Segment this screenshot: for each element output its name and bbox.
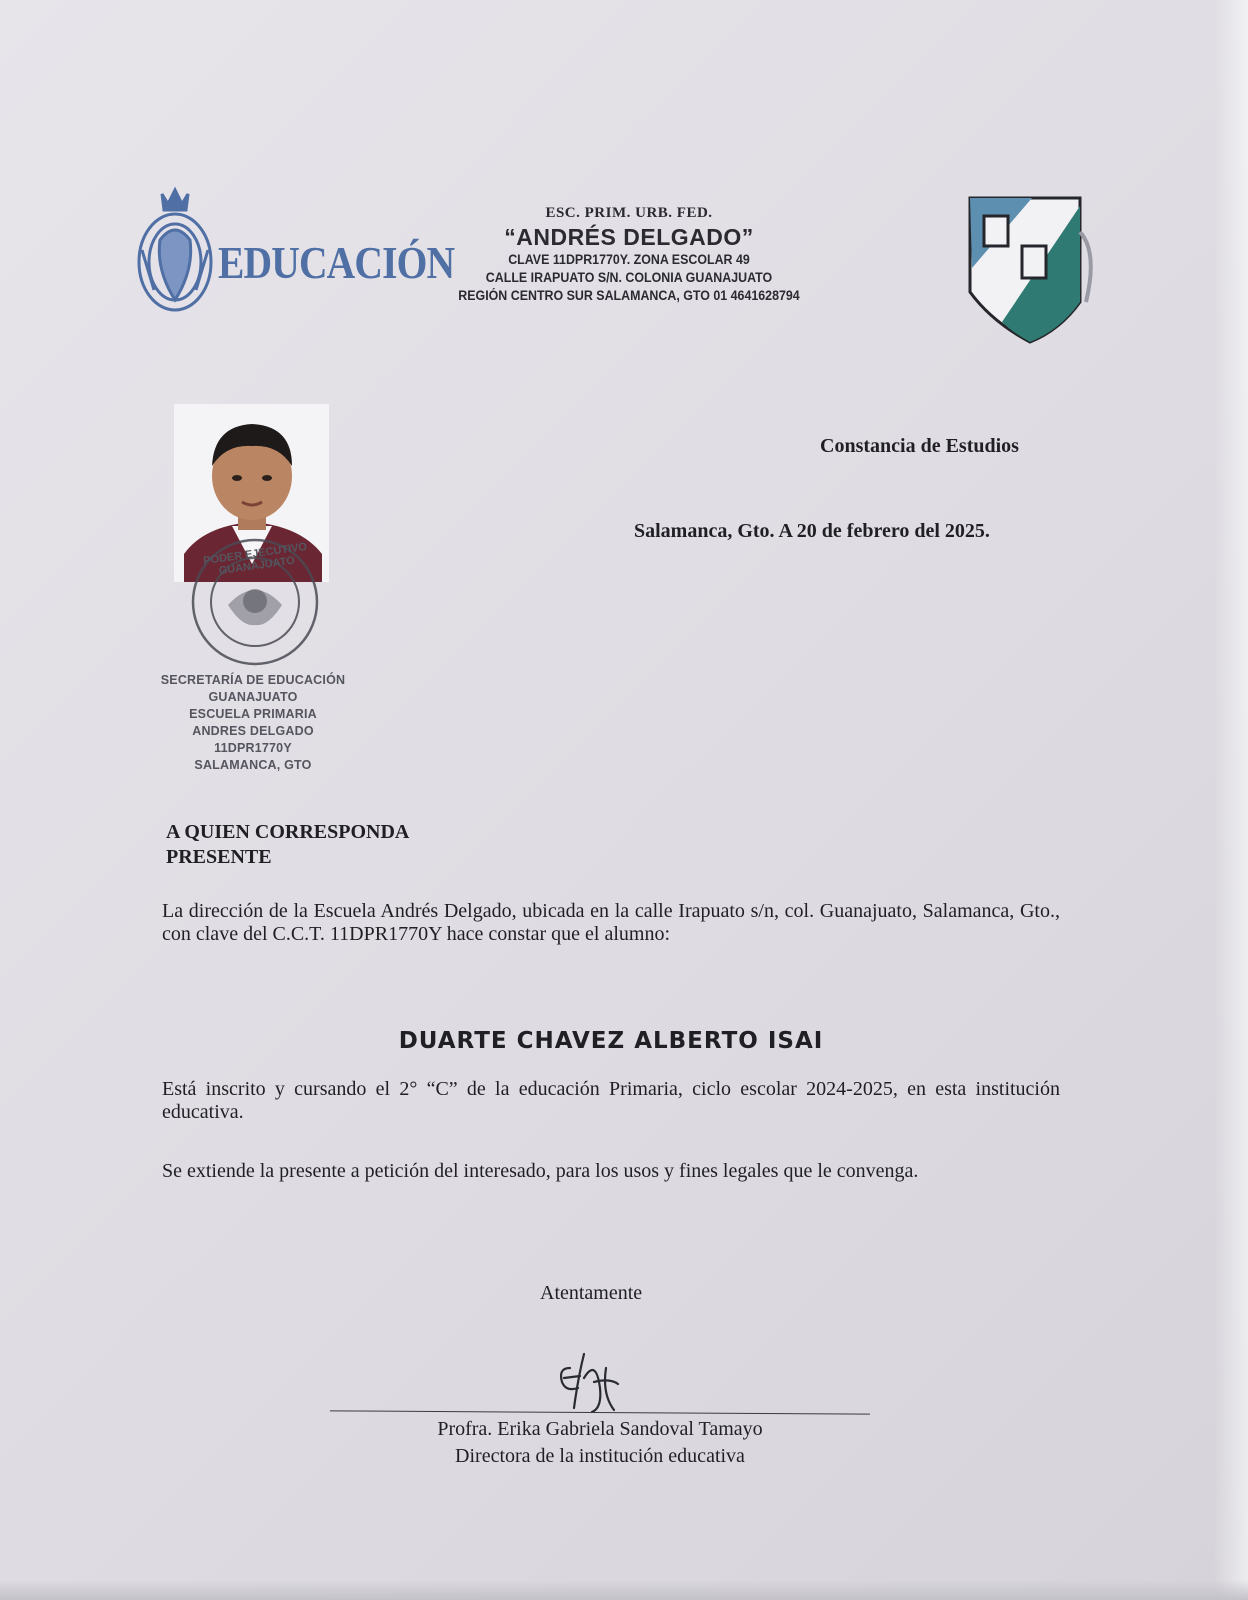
page-bottom-edge <box>0 1580 1248 1600</box>
student-name: DUARTE CHAVEZ ALBERTO ISAI <box>398 1028 824 1054</box>
seal-line-3: ESCUELA PRIMARIA <box>189 707 317 721</box>
signer-role: Directora de la institución educativa <box>455 1445 745 1467</box>
seal-line-5: 11DPR1770Y <box>214 741 292 755</box>
school-crest-icon <box>962 192 1112 347</box>
seal-line-2: GUANAJUATO <box>208 690 298 704</box>
seal-ring-text: PODER EJECUTIVO GUANAJUATO <box>202 540 308 578</box>
closing: Atentamente <box>540 1282 643 1304</box>
school-type: ESC. PRIM. URB. FED. <box>545 205 713 221</box>
logo-wordmark: EDUCACIÓN <box>218 237 455 288</box>
signer-name: Profra. Erika Gabriela Sandoval Tamayo <box>437 1418 763 1440</box>
seal-line-1: SECRETARÍA DE EDUCACIÓN <box>160 673 346 687</box>
school-clave: CLAVE 11DPR1770Y. ZONA ESCOLAR 49 <box>508 252 750 267</box>
addressee-line-1: A QUIEN CORRESPONDA <box>166 821 410 843</box>
education-logo <box>132 180 455 330</box>
school-name: “ANDRÉS DELGADO” <box>504 224 754 250</box>
page-edge-highlight <box>1214 0 1248 1600</box>
addressee <box>166 820 409 870</box>
seal-line-6: SALAMANCA, GTO <box>194 758 312 772</box>
paragraph-purpose: Se extiende la presente a petición del interesado, para los usos y fines legales que le convenga. <box>162 1160 919 1182</box>
document-title: Constancia de Estudios <box>820 435 1019 457</box>
school-address: CALLE IRAPUATO S/N. COLONIA GUANAJUATO <box>485 270 773 285</box>
signer-block <box>360 1416 840 1470</box>
seal-text <box>118 672 388 774</box>
school-region: REGIÓN CENTRO SUR SALAMANCA, GTO 01 4641628794 <box>458 288 800 303</box>
seal-line-4: ANDRES DELGADO <box>192 724 314 738</box>
paragraph-intro: La dirección de la Escuela Andrés Delgado, ubicada en la calle Irapuato s/n, col. Guanajuato, Salamanca, Gto., con clave del C.C.T. 11DPR1770Y hace constar que el alumno: <box>162 900 1060 945</box>
paragraph-enrollment: Está inscrito y cursando el 2° “C” de la educación Primaria, ciclo escolar 2024-2025, en esta institución educativa. <box>162 1078 1060 1123</box>
school-header <box>418 205 840 305</box>
document-date: Salamanca, Gto. A 20 de febrero del 2025. <box>634 520 990 542</box>
addressee-line-2: PRESENTE <box>166 846 272 868</box>
handwritten-signature <box>548 1348 638 1418</box>
crowned-emblem-icon <box>132 180 222 330</box>
